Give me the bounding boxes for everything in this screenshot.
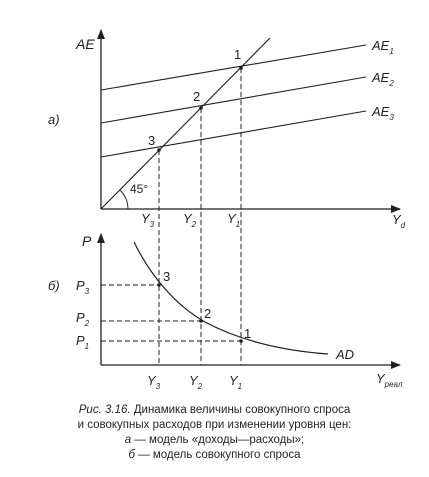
line-45-degree	[101, 38, 270, 209]
caption-letter-a: а	[124, 434, 132, 446]
angle-label: 45°	[130, 182, 149, 196]
p3-tick: $P_3$	[76, 278, 90, 296]
caption-title: Динамика величины совокупного спроса	[130, 404, 351, 416]
caption-line-1	[0, 403, 429, 418]
ad-point-2-label: 2	[204, 306, 212, 321]
p2-tick: $P_2$	[76, 310, 90, 328]
ae-axis-label: AE	[76, 36, 95, 52]
caption-line-2: и совокупных расходов при изменении уровня цен:	[77, 419, 352, 431]
figure-caption	[0, 403, 429, 463]
point-1-label: 1	[234, 47, 242, 62]
yd-axis-label: $Y_d$	[392, 212, 406, 230]
ad-point-3	[157, 283, 161, 287]
ad-point-3-label: 3	[163, 269, 171, 284]
ad-point-2	[199, 319, 203, 323]
panel-a	[48, 30, 406, 230]
caption-model-a: — модель «доходы—расходы»;	[131, 434, 305, 446]
point-3-label: 3	[148, 133, 156, 148]
caption-line-3	[0, 433, 429, 448]
line-ae3	[101, 111, 366, 157]
y3-tick-b: $Y_3$	[147, 373, 161, 391]
ae2-label: $AE_2$	[372, 70, 394, 88]
p1-tick: $P_1$	[76, 333, 90, 351]
caption-model-b: — модель совокупного спроса	[134, 449, 301, 461]
panel-a-label: а)	[48, 112, 60, 127]
ae1-label: $AE_1$	[372, 38, 394, 56]
caption-figure-number: Рис. 3.16.	[78, 404, 131, 416]
panel-b	[48, 233, 403, 391]
dashed-connectors	[101, 68, 241, 365]
ad-point-1-label: 1	[244, 326, 252, 341]
caption-line-4	[0, 448, 429, 463]
ad-curve	[134, 242, 328, 354]
y1-tick-b: $Y_1$	[229, 373, 243, 391]
line-ae2	[101, 77, 366, 123]
caption-letter-b: б	[128, 449, 135, 461]
ae3-label: $AE_3$	[372, 104, 394, 122]
yreal-axis-label: $Y_{реал}$	[376, 371, 403, 389]
y3-tick-a: $Y_3$	[141, 211, 155, 229]
point-2-label: 2	[193, 89, 201, 104]
y2-tick-a: $Y_2$	[183, 211, 197, 229]
y1-tick-a: $Y_1$	[227, 211, 241, 229]
angle-arc	[120, 190, 128, 209]
ad-point-1	[239, 339, 243, 343]
p-axis-label: P	[82, 233, 92, 249]
y2-tick-b: $Y_2$	[189, 373, 203, 391]
panel-b-label: б)	[48, 278, 60, 293]
ad-curve-label: AD	[336, 347, 355, 362]
